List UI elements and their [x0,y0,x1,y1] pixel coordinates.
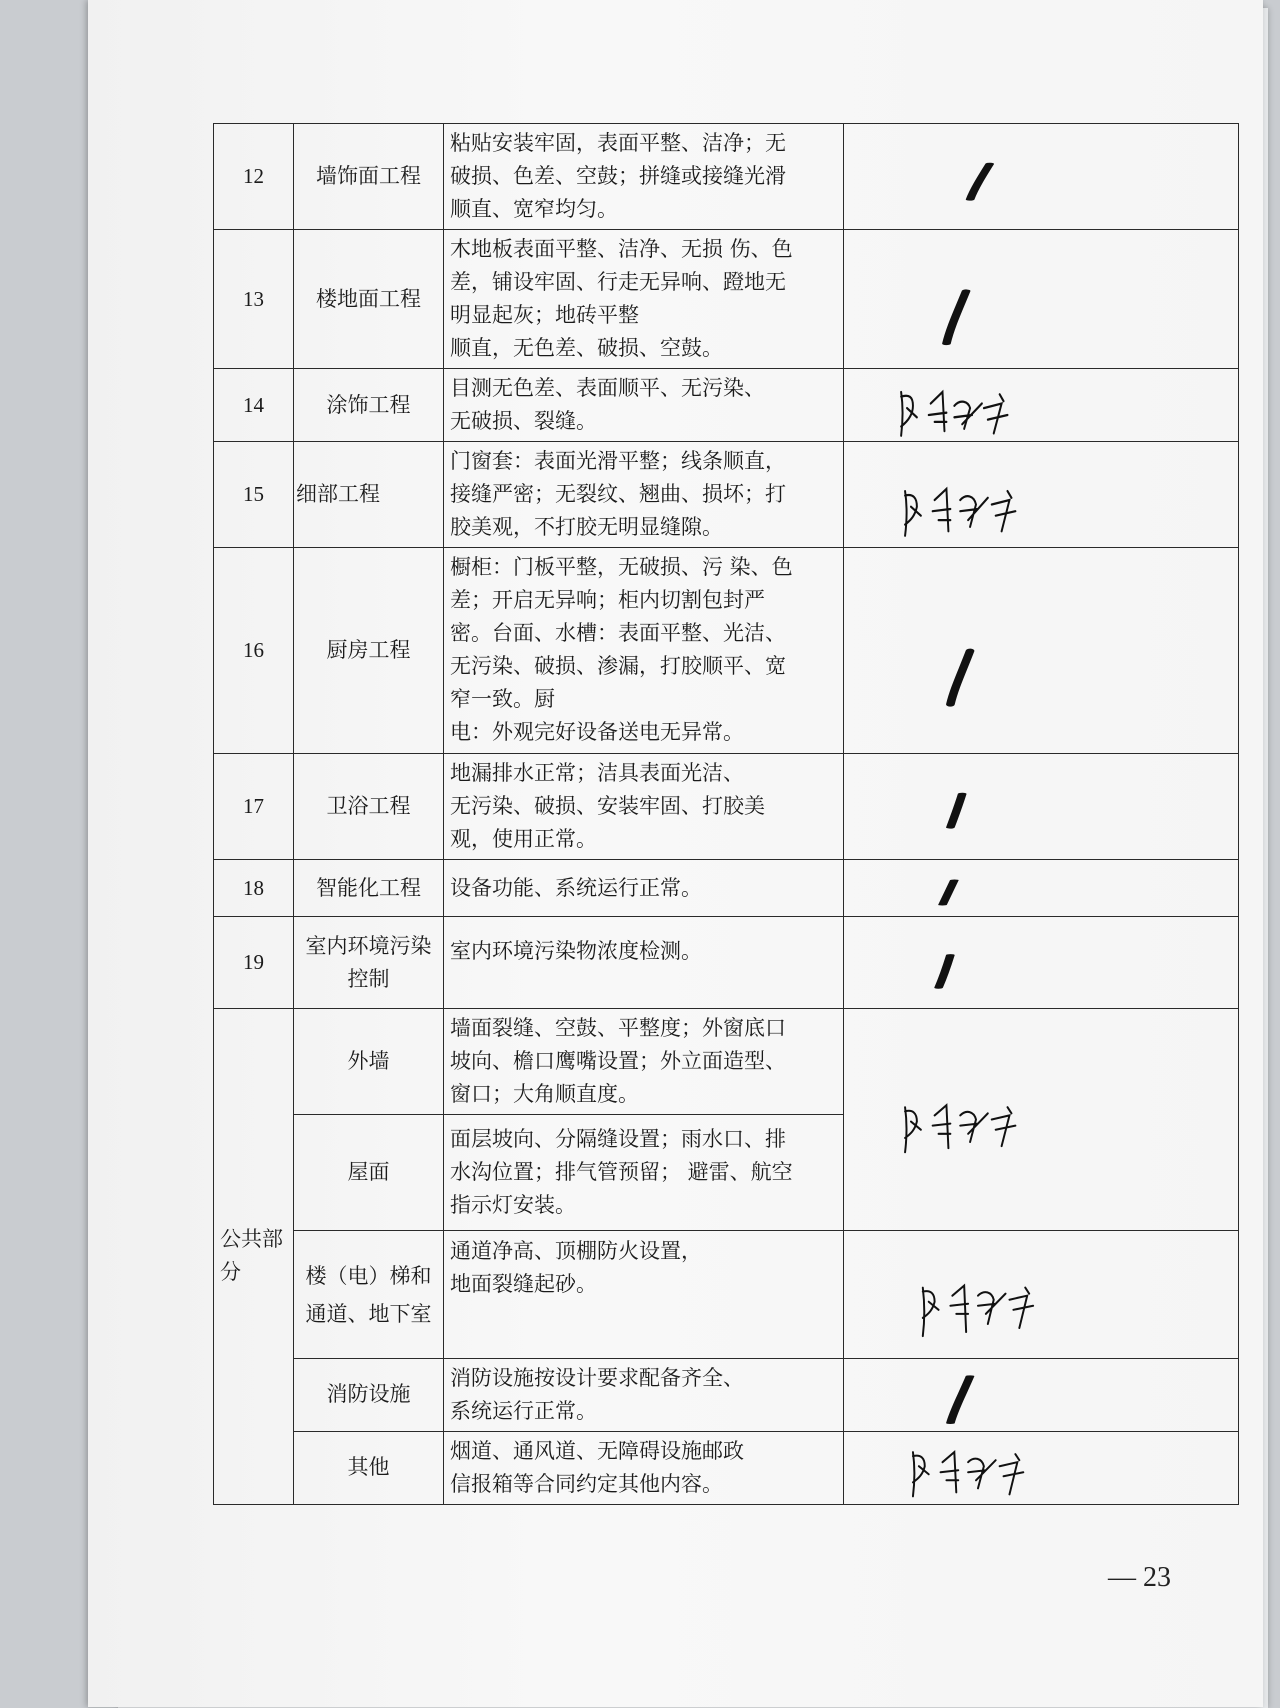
row-number: 18 [214,860,294,917]
inspection-table [213,123,1239,1505]
acceptance-standard: 室内环境污染物浓度检测。 [444,917,844,1009]
handwritten-conforms-note [844,441,1239,547]
row-number: 12 [214,124,294,230]
result-slash-mark [844,917,1239,1009]
document-page [88,0,1263,1707]
result-slash-mark [844,229,1239,369]
item-name: 楼地面工程 [294,229,444,369]
result-slash-mark [844,547,1239,754]
item-name: 厨房工程 [294,547,444,754]
item-name: 智能化工程 [294,860,444,917]
handwritten-conforms-note [844,1230,1239,1358]
acceptance-standard: 面层坡向、分隔缝设置；雨水口、排 水沟位置；排气管预留； 避雷、航空 指示灯安装。 [444,1114,844,1230]
result-slash-mark [844,124,1239,230]
table-row [214,547,1239,754]
item-name: 其他 [294,1431,444,1504]
item-name: 室内环境污染控制 [294,917,444,1009]
table-row [214,369,1239,441]
item-name: 消防设施 [294,1359,444,1431]
table-row [214,754,1239,860]
row-number: 13 [214,229,294,369]
table-row [214,1431,1239,1504]
acceptance-standard: 烟道、通风道、无障碍设施邮政 信报箱等合同约定其他内容。 [444,1431,844,1504]
acceptance-standard: 橱柜：门板平整，无破损、污 染、色 差；开启无异响；柜内切割包封严 密。台面、水槽：表面平整、光洁、 无污染、破损、渗漏，打胶顺平、宽 窄一致。厨 电：外观完好设备送电无异常。 [444,547,844,754]
table-row [214,1230,1239,1358]
acceptance-standard: 墙面裂缝、空鼓、平整度；外窗底口 坡向、檐口鹰嘴设置；外立面造型、 窗口；大角顺直度。 [444,1008,844,1114]
result-slash-mark [844,860,1239,917]
handwritten-conforms-note [844,1431,1239,1504]
handwritten-conforms-note [844,369,1239,441]
handwritten-conforms-note [844,1008,1239,1230]
item-name: 屋面 [294,1114,444,1230]
row-number: 16 [214,547,294,754]
table-row [214,917,1239,1009]
page-number: — 23 [1108,1562,1171,1593]
row-number: 15 [214,441,294,547]
table-row [214,1008,1239,1114]
item-name: 外墙 [294,1008,444,1114]
item-name: 卫浴工程 [294,754,444,860]
item-name: 墙饰面工程 [294,124,444,230]
table-row [214,124,1239,230]
table-row [214,1359,1239,1431]
table-row [214,860,1239,917]
item-name: 涂饰工程 [294,369,444,441]
result-slash-mark [844,1359,1239,1431]
acceptance-standard: 目测无色差、表面顺平、无污染、 无破损、裂缝。 [444,369,844,441]
public-area-label: 公共部分 [214,1008,294,1504]
item-name: 楼（电）梯和通道、地下室 [294,1230,444,1358]
acceptance-standard: 木地板表面平整、洁净、无损 伤、色 差，铺设牢固、行走无异响、蹬地无 明显起灰；地砖平整 顺直，无色差、破损、空鼓。 [444,229,844,369]
acceptance-standard: 粘贴安装牢固，表面平整、洁净；无 破损、色差、空鼓；拼缝或接缝光滑 顺直、宽窄均匀。 [444,124,844,230]
acceptance-standard: 门窗套：表面光滑平整；线条顺直， 接缝严密；无裂纹、翘曲、损坏；打 胶美观，不打胶无明显缝隙。 [444,441,844,547]
table-row [214,229,1239,369]
row-number: 14 [214,369,294,441]
result-slash-mark [844,754,1239,860]
acceptance-standard: 设备功能、系统运行正常。 [444,860,844,917]
row-number: 19 [214,917,294,1009]
item-name: 细部工程 [294,441,444,547]
acceptance-standard: 消防设施按设计要求配备齐全、 系统运行正常。 [444,1359,844,1431]
acceptance-standard: 地漏排水正常；洁具表面光洁、 无污染、破损、安装牢固、打胶美 观，使用正常。 [444,754,844,860]
row-number: 17 [214,754,294,860]
table-row [214,441,1239,547]
acceptance-standard: 通道净高、顶棚防火设置， 地面裂缝起砂。 [444,1230,844,1358]
